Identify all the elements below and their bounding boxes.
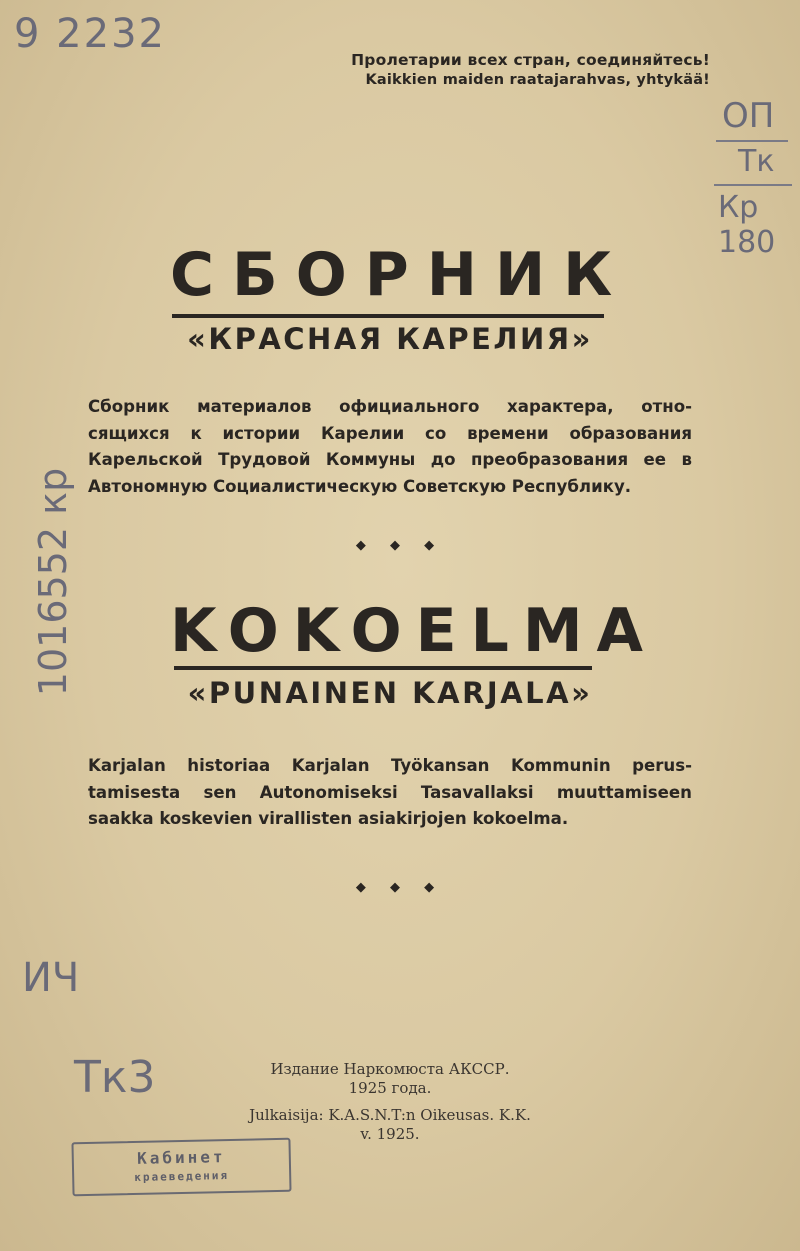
handwritten-underline xyxy=(716,140,788,142)
description-line: сящихся к истории Карелии со времени образования xyxy=(88,423,692,443)
motto-russian: Пролетарии всех стран, соединяйтесь! xyxy=(351,51,710,69)
imprint-year: v. 1925. xyxy=(360,1125,420,1143)
imprint-year: 1925 года. xyxy=(348,1079,432,1097)
handwritten-mark-bottom-2: Тк3 xyxy=(74,1052,156,1103)
handwritten-underline xyxy=(714,184,792,186)
motto-finnish: Kaikkien maiden raatajarahvas, yhtykää! xyxy=(365,72,710,88)
description-line: Автономную Социалистическую Советскую Республику. xyxy=(88,476,632,496)
imprint-publisher: Julkaisija: K.A.S.N.T:n Oikeusas. K.K. xyxy=(249,1106,531,1124)
finnish-subtitle: «PUNAINEN KARJALA» xyxy=(187,676,593,710)
handwritten-inventory-number: 1016552 кр xyxy=(31,467,75,697)
description-line: Сборник материалов официального характера, отно- xyxy=(88,397,692,416)
handwritten-catalog-number: 9 2232 xyxy=(14,11,166,57)
imprint-russian xyxy=(180,1060,600,1098)
imprint-publisher: Издание Наркомюста АКССР. xyxy=(270,1060,510,1078)
ornament-separator: ◆ ◆ ◆ xyxy=(355,538,445,553)
handwritten-mark-bottom-1: ИЧ xyxy=(22,955,80,1001)
russian-title: СБОРНИК xyxy=(170,240,631,310)
description-line: tamisesta sen Autonomiseksi Tasavallaksi muuttamiseen xyxy=(88,782,692,802)
description-line: saakka koskevien virallisten asiakirjojen kokoelma. xyxy=(88,809,569,828)
ornament-separator: ◆ ◆ ◆ xyxy=(355,880,445,895)
motto xyxy=(351,50,710,90)
finnish-title-rule xyxy=(174,666,592,670)
library-stamp xyxy=(71,1138,291,1197)
description-line: Karjalan historiaa Karjalan Työkansan Kommunin perus- xyxy=(88,756,692,775)
finnish-description xyxy=(88,753,692,833)
handwritten-shelf-mark-2: Тк xyxy=(738,144,775,179)
russian-subtitle: «КРАСНАЯ КАРЕЛИЯ» xyxy=(187,322,593,356)
handwritten-shelf-mark-1: ОП xyxy=(722,96,775,136)
description-line: Карельской Трудовой Коммуны до преобразования ее в xyxy=(88,450,692,469)
russian-description xyxy=(88,394,692,500)
stamp-line-2: краеведения xyxy=(134,1169,230,1184)
finnish-title: KOKOELMA xyxy=(170,596,657,666)
stamp-line-1: Кабинет xyxy=(136,1147,226,1168)
russian-title-rule xyxy=(172,314,604,318)
handwritten-shelf-mark-3: Кр 180 xyxy=(718,190,776,260)
